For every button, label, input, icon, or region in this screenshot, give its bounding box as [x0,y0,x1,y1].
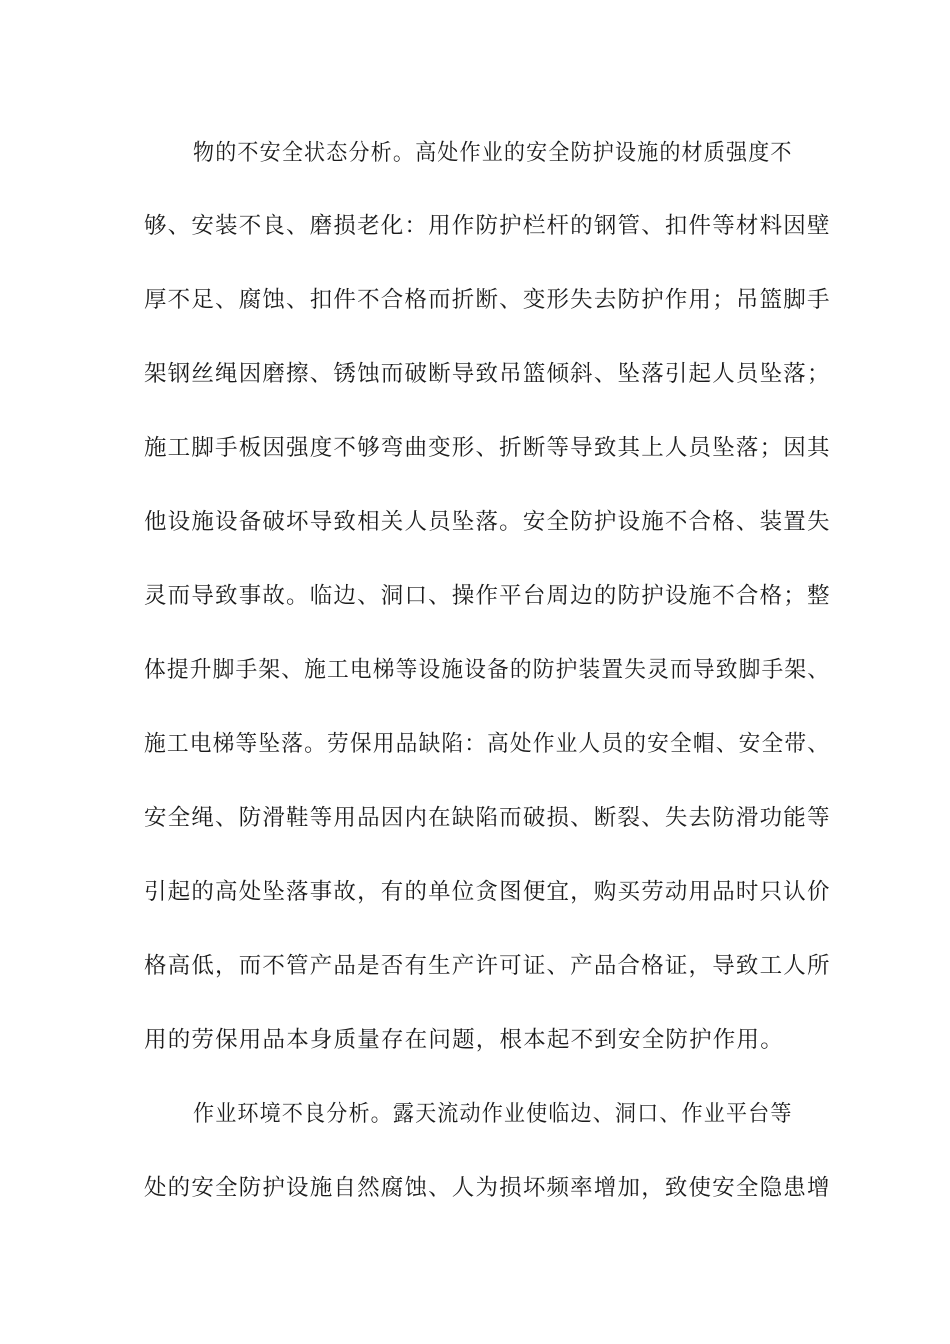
paragraph-1-line-2: 够、安装不良、磨损老化：用作防护栏杆的钢管、扣件等材料因壁 [144,213,831,239]
paragraph-1-line-7: 灵而导致事故。临边、洞口、操作平台周边的防护设施不合格；整 [144,583,831,609]
paragraph-1-line-13: 用的劳保用品本身质量存在问题，根本起不到安全防护作用。 [144,1027,784,1053]
paragraph-2-line-1: 作业环境不良分析。露天流动作业使临边、洞口、作业平台等 [193,1101,793,1127]
paragraph-1-line-8: 体提升脚手架、施工电梯等设施设备的防护装置失灵而导致脚手架、 [144,657,831,683]
paragraph-1-line-12: 格高低，而不管产品是否有生产许可证、产品合格证，导致工人所 [144,953,831,979]
paragraph-1-line-3: 厚不足、腐蚀、扣件不合格而折断、变形失去防护作用；吊篮脚手 [144,287,831,313]
paragraph-1-line-6: 他设施设备破坏导致相关人员坠落。安全防护设施不合格、装置失 [144,509,831,535]
paragraph-1-line-11: 引起的高处坠落事故，有的单位贪图便宜，购买劳动用品时只认价 [144,879,831,905]
paragraph-1-line-4: 架钢丝绳因磨擦、锈蚀而破断导致吊篮倾斜、坠落引起人员坠落； [144,361,831,387]
paragraph-1-line-5: 施工脚手板因强度不够弯曲变形、折断等导致其上人员坠落；因其 [144,435,831,461]
paragraph-2-line-2: 处的安全防护设施自然腐蚀、人为损坏频率增加，致使安全隐患增 [144,1175,831,1201]
paragraph-1-line-10: 安全绳、防滑鞋等用品因内在缺陷而破损、断裂、失去防滑功能等 [144,805,831,831]
paragraph-1-line-1: 物的不安全状态分析。高处作业的安全防护设施的材质强度不 [193,140,793,166]
paragraph-1-line-9: 施工电梯等坠落。劳保用品缺陷：高处作业人员的安全帽、安全带、 [144,731,831,757]
